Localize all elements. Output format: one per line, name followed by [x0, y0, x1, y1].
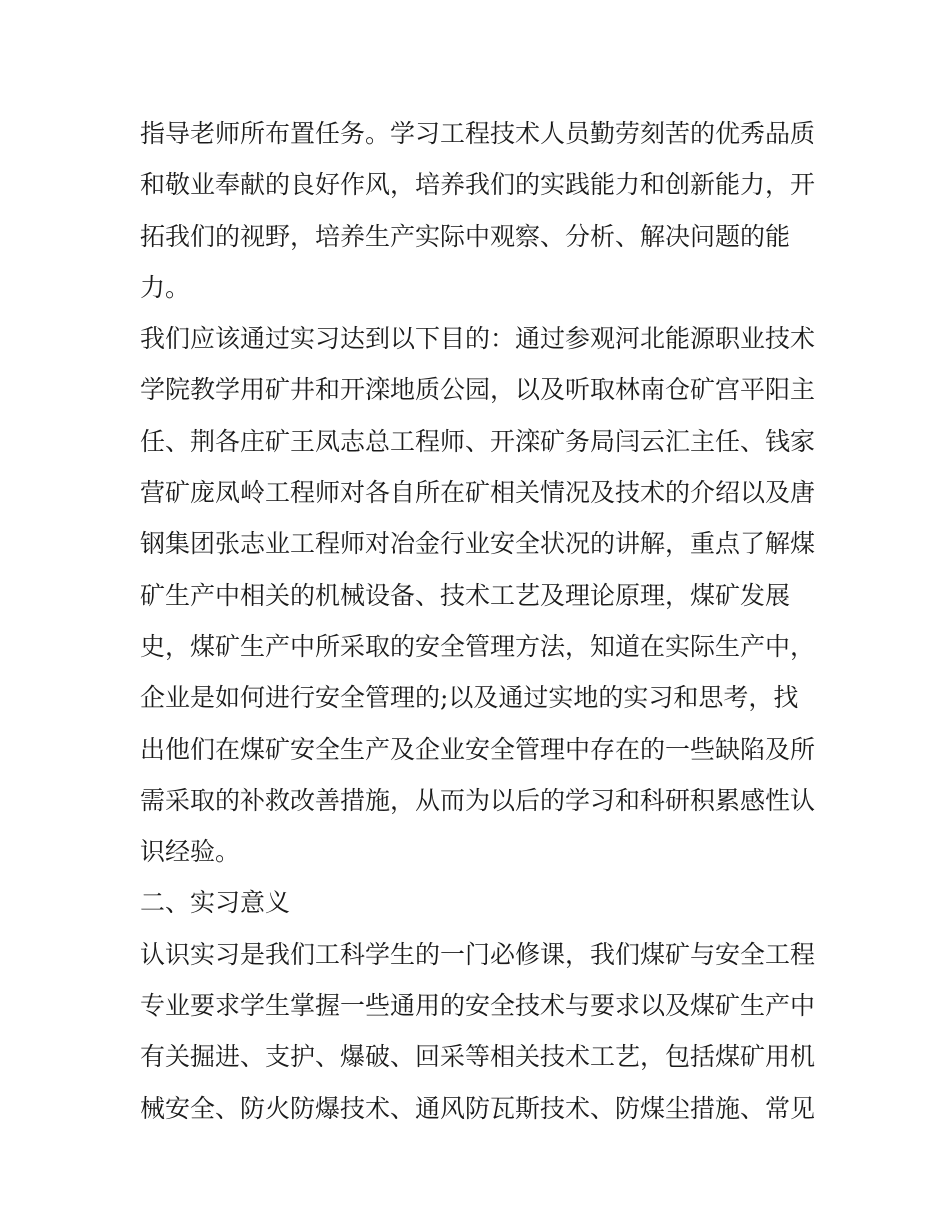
text-line: 力。	[140, 272, 191, 302]
body-text	[140, 108, 820, 1134]
text-line: 有关掘进、支护、爆破、回采等相关技术工艺，包括煤矿用机	[140, 1042, 816, 1072]
text-line: 拓我们的视野，培养生产实际中观察、分析、解决问题的能	[140, 221, 791, 251]
text-line: 史，煤矿生产中所采取的安全管理方法，知道在实际生产中，	[140, 631, 816, 661]
text-line: 矿生产中相关的机械设备、技术工艺及理论原理，煤矿发展	[140, 580, 791, 610]
text-line: 我们应该通过实习达到以下目的：通过参观河北能源职业技术	[140, 324, 816, 354]
text-line: 专业要求学生掌握一些通用的安全技术与要求以及煤矿生产中	[140, 991, 816, 1021]
text-line: 企业是如何进行安全管理的;以及通过实地的实习和思考，找	[140, 683, 799, 713]
section-heading: 二、实习意义	[140, 888, 291, 918]
text-line: 认识实习是我们工科学生的一门必修课，我们煤矿与安全工程	[140, 939, 816, 969]
text-line: 械安全、防火防爆技术、通风防瓦斯技术、防煤尘措施、常见	[140, 1093, 816, 1123]
text-line: 钢集团张志业工程师对冶金行业安全状况的讲解，重点了解煤	[140, 529, 816, 559]
text-line: 识经验。	[140, 837, 241, 867]
text-line: 需采取的补救改善措施，从而为以后的学习和科研积累感性认	[140, 785, 816, 815]
text-line: 和敬业奉献的良好作风，培养我们的实践能力和创新能力，开	[140, 170, 816, 200]
text-line: 指导老师所布置任务。学习工程技术人员勤劳刻苦的优秀品质	[140, 119, 816, 148]
text-line: 出他们在煤矿安全生产及企业安全管理中存在的一些缺陷及所	[140, 734, 816, 764]
text-line: 营矿庞凤岭工程师对各自所在矿相关情况及技术的介绍以及唐	[140, 478, 816, 508]
text-line: 任、荆各庄矿王凤志总工程师、开滦矿务局闫云汇主任、钱家	[140, 426, 816, 456]
text-line: 学院教学用矿井和开滦地质公园，以及听取林南仓矿宫平阳主	[140, 375, 816, 405]
